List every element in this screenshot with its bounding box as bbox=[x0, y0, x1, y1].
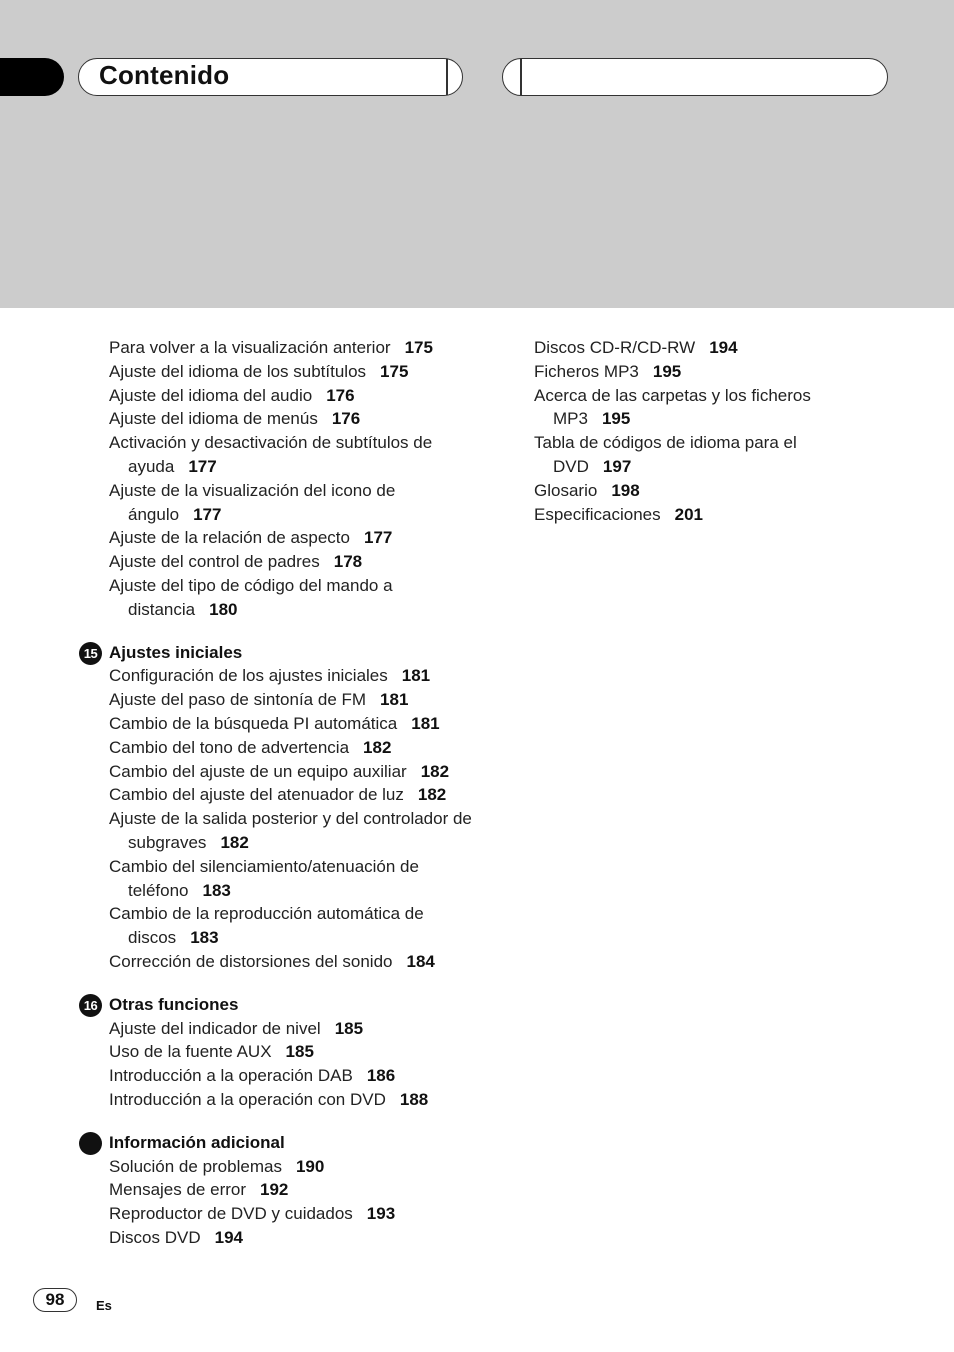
toc-entry[interactable] bbox=[109, 1088, 479, 1112]
toc-entry-text: Configuración de los ajustes iniciales bbox=[109, 666, 388, 686]
toc-entry[interactable] bbox=[109, 736, 479, 760]
toc-page-number: 185 bbox=[285, 1042, 314, 1062]
toc-entry-text: Activación y desactivación de subtítulos de ayuda bbox=[109, 433, 433, 476]
section-heading[interactable]: Información adicional bbox=[109, 1132, 285, 1152]
toc-page-number: 175 bbox=[380, 361, 409, 381]
toc-entry[interactable] bbox=[109, 526, 479, 550]
toc-page-number: 181 bbox=[401, 666, 431, 686]
toc-page-number: 181 bbox=[380, 690, 409, 710]
title-box bbox=[78, 58, 463, 96]
toc-section bbox=[83, 641, 479, 974]
toc-entry[interactable] bbox=[109, 1202, 479, 1226]
toc-entry-text: Ficheros MP3 bbox=[534, 361, 639, 381]
toc-entry-text: Para volver a la visualización anterior bbox=[109, 338, 391, 357]
toc-page-number: 176 bbox=[326, 385, 355, 405]
toc-entry-text: Cambio del ajuste de un equipo auxiliar bbox=[109, 761, 407, 781]
toc-page-number: 183 bbox=[190, 928, 219, 948]
language-code: Es bbox=[96, 1298, 112, 1313]
toc-page-number: 185 bbox=[334, 1018, 364, 1038]
section-number-badge bbox=[79, 1132, 102, 1155]
toc-entry-text: Mensajes de error bbox=[109, 1180, 247, 1200]
toc-page-number: 182 bbox=[420, 761, 450, 781]
toc-page-number: 177 bbox=[364, 528, 393, 548]
toc-page-number: 177 bbox=[193, 504, 222, 524]
toc-entry[interactable] bbox=[109, 1178, 479, 1202]
page-title: Contenido bbox=[99, 60, 230, 90]
toc-entry[interactable] bbox=[109, 1064, 479, 1088]
toc-page-number: 180 bbox=[209, 599, 238, 619]
toc-page-number: 182 bbox=[363, 737, 392, 757]
toc-entry[interactable] bbox=[534, 503, 864, 527]
toc-page-number: 188 bbox=[399, 1089, 429, 1109]
empty-header-box-divider bbox=[520, 59, 522, 95]
toc-entry[interactable] bbox=[109, 1155, 479, 1179]
toc-entry-text: Cambio del silenciamiento/atenuación de teléfono bbox=[109, 856, 419, 900]
toc-entry[interactable] bbox=[109, 1017, 479, 1041]
toc-entry-text: Discos CD-R/CD-RW bbox=[534, 338, 696, 357]
toc-entry-text: Corrección de distorsiones del sonido bbox=[109, 951, 393, 971]
toc-entry[interactable] bbox=[534, 479, 864, 503]
header-band bbox=[0, 0, 954, 308]
toc-page-number: 194 bbox=[214, 1227, 243, 1247]
toc-entry[interactable] bbox=[109, 902, 479, 950]
toc-page-number: 201 bbox=[674, 504, 703, 524]
toc-entry-text: Ajuste del idioma de los subtítulos bbox=[109, 361, 367, 381]
toc-entry-text: Ajuste del idioma de menús bbox=[109, 409, 318, 429]
toc-page-number: 182 bbox=[417, 785, 447, 805]
title-box-divider bbox=[446, 59, 448, 95]
toc-entry[interactable] bbox=[109, 384, 479, 408]
toc-section bbox=[109, 1131, 479, 1250]
toc-page-number: 193 bbox=[366, 1204, 396, 1224]
toc-entry[interactable] bbox=[109, 807, 479, 855]
toc-entry-text: Uso de la fuente AUX bbox=[109, 1042, 272, 1062]
toc-entry[interactable] bbox=[534, 384, 864, 432]
page-number: 98 bbox=[33, 1288, 77, 1312]
toc-sections bbox=[83, 641, 479, 1250]
toc-entry-text: Cambio de la reproducción automática de discos bbox=[109, 904, 424, 948]
toc-entry-text: Ajuste del control de padres bbox=[109, 552, 320, 572]
continued-entries bbox=[109, 336, 479, 622]
toc-entry[interactable] bbox=[534, 336, 864, 360]
toc-entry-text: Acerca de las carpetas y los ficheros MP3 bbox=[534, 385, 811, 429]
toc-entry-text: Cambio de la búsqueda PI automática bbox=[109, 713, 398, 733]
toc-entry-text: Cambio del ajuste del atenuador de luz bbox=[109, 785, 404, 805]
section-number-badge: 16 bbox=[79, 994, 102, 1017]
toc-entry-text: Reproductor de DVD y cuidados bbox=[109, 1204, 353, 1224]
toc-entry[interactable] bbox=[109, 712, 479, 736]
toc-entry-text: Especificaciones bbox=[534, 504, 661, 524]
toc-entry-text: Ajuste de la salida posterior y del controlador de subgraves bbox=[109, 809, 472, 852]
toc-entry-text: Cambio del tono de advertencia bbox=[109, 737, 350, 757]
toc-entry-text: Tabla de códigos de idioma para el DVD bbox=[534, 433, 797, 476]
toc-page-number: 194 bbox=[709, 338, 738, 357]
toc-page-number: 177 bbox=[188, 456, 217, 476]
toc-entry[interactable] bbox=[109, 574, 479, 622]
toc-entry-text: Ajuste del tipo de código del mando a distancia bbox=[109, 575, 393, 619]
right-entries bbox=[534, 336, 864, 526]
toc-entry[interactable] bbox=[109, 336, 479, 360]
toc-entry[interactable] bbox=[109, 855, 479, 903]
toc-entry[interactable] bbox=[109, 407, 479, 431]
toc-entry[interactable] bbox=[109, 760, 479, 784]
toc-entry-text: Glosario bbox=[534, 480, 598, 500]
toc-entry-text: Ajuste del paso de sintonía de FM bbox=[109, 690, 367, 710]
toc-page-number: 176 bbox=[331, 409, 361, 429]
toc-entry-text: Introducción a la operación DAB bbox=[109, 1066, 353, 1086]
empty-header-box bbox=[502, 58, 888, 96]
toc-entry[interactable] bbox=[109, 688, 479, 712]
toc-page-number: 175 bbox=[404, 338, 433, 357]
toc-page-number: 195 bbox=[652, 361, 682, 381]
toc-entry[interactable] bbox=[109, 1040, 479, 1064]
toc-page-number: 178 bbox=[333, 552, 363, 572]
toc-entry-text: Ajuste del idioma del audio bbox=[109, 385, 313, 405]
section-number-badge: 15 bbox=[79, 642, 102, 665]
toc-page-number: 197 bbox=[602, 456, 632, 476]
toc-entry-text: Solución de problemas bbox=[109, 1156, 282, 1176]
toc-entry-text: Ajuste de la visualización del icono de ángulo bbox=[109, 480, 396, 524]
toc-entry[interactable] bbox=[109, 664, 479, 688]
toc-entry[interactable] bbox=[109, 950, 479, 974]
section-heading[interactable]: Ajustes iniciales bbox=[109, 642, 243, 662]
toc-entry[interactable] bbox=[534, 431, 864, 479]
toc-left-column bbox=[83, 336, 479, 1250]
toc-entry-text: Introducción a la operación con DVD bbox=[109, 1089, 386, 1109]
toc-entry[interactable] bbox=[109, 1226, 479, 1250]
toc-entry-text: Discos DVD bbox=[109, 1227, 201, 1247]
toc-page-number: 190 bbox=[295, 1156, 325, 1176]
toc-entry[interactable] bbox=[109, 550, 479, 574]
toc-page-number: 186 bbox=[366, 1066, 396, 1086]
toc-page-number: 181 bbox=[411, 713, 440, 733]
section-heading[interactable]: Otras funciones bbox=[109, 994, 239, 1014]
toc-page-number: 183 bbox=[202, 880, 231, 900]
section-tab-marker bbox=[0, 58, 64, 96]
toc-page-number: 184 bbox=[406, 951, 435, 971]
toc-entry[interactable] bbox=[109, 479, 479, 527]
toc-page-number: 198 bbox=[611, 480, 640, 500]
toc-entry[interactable] bbox=[109, 783, 479, 807]
toc-right-column bbox=[534, 336, 864, 526]
toc-entry-text: Ajuste de la relación de aspecto bbox=[109, 528, 350, 548]
toc-section bbox=[83, 993, 479, 1112]
toc-entry[interactable] bbox=[109, 360, 479, 384]
toc-page-number: 182 bbox=[220, 832, 249, 852]
toc-entry[interactable] bbox=[109, 431, 479, 479]
toc-page-number: 195 bbox=[601, 409, 631, 429]
toc-entry[interactable] bbox=[534, 360, 864, 384]
toc-page-number: 192 bbox=[260, 1180, 289, 1200]
toc-entry-text: Ajuste del indicador de nivel bbox=[109, 1018, 321, 1038]
